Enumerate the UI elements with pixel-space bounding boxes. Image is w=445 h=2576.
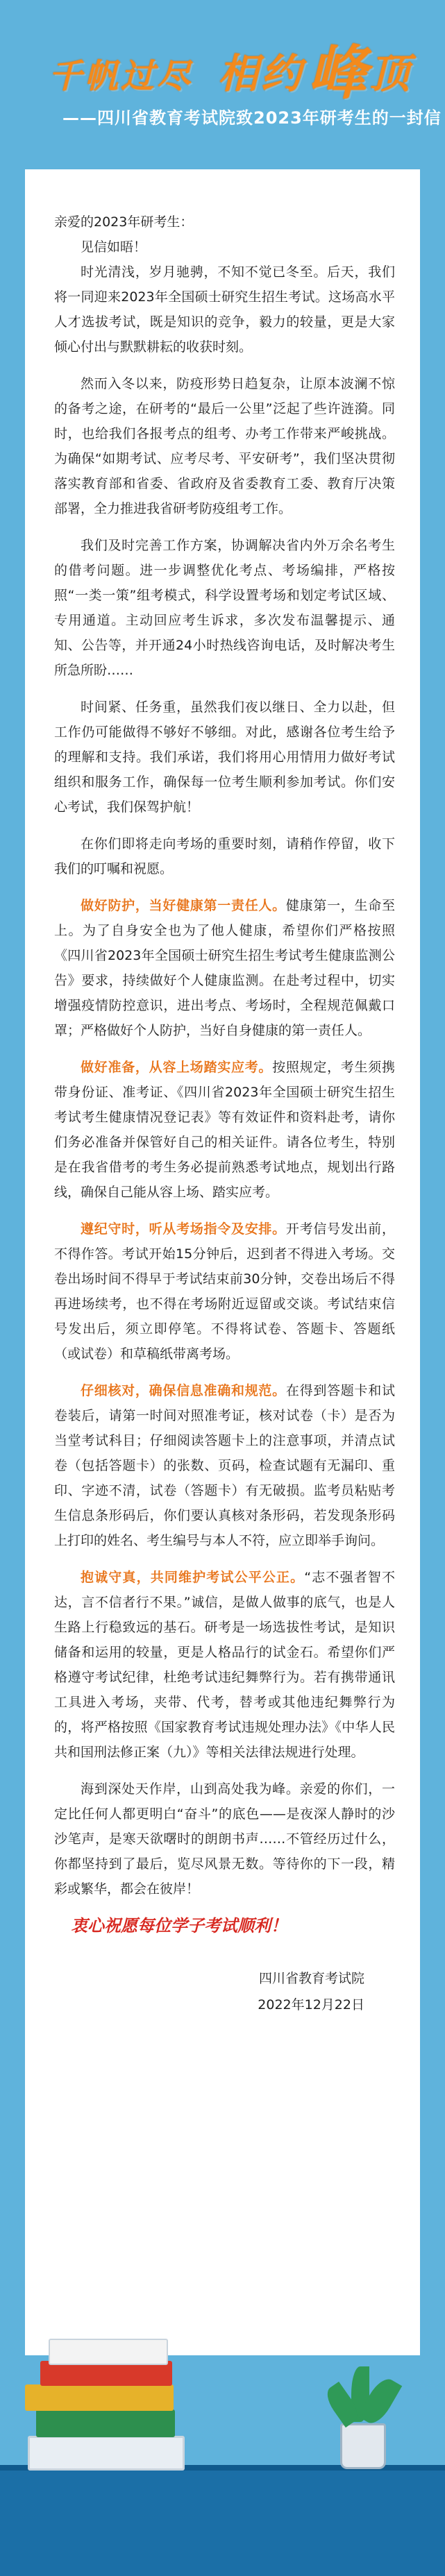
paragraph-8-heading: 遵纪守时，听从考场指令及安排。 [81, 1221, 286, 1237]
closing-wish: 衷心祝愿每位学子考试顺利！ [71, 1915, 287, 1935]
paragraph-5: 在你们即将走向考场的重要时刻，请稍作停留，收下我们的叮嘱和祝愿。 [54, 836, 395, 876]
paragraph-2: 然而入冬以来，防疫形势日趋复杂，让原本波澜不惊的备考之途，在研考的“最后一公里”泛起了些许涟漪。同时，也给我们各报考点的组考、办考工作带来严峻挑战。为确保“如期考试、应考尽考、平安研考”，我们坚决贯彻落实教育部和省委、省政府及省委教育工委、教育厅决策部署，全力推进我省研考防疫组考工作。 [54, 376, 395, 516]
paragraph-7 [54, 1055, 395, 1205]
title-part-3: 峰 [308, 38, 370, 107]
greeting: 见信如晤！ [81, 239, 147, 255]
paragraph-9-heading: 仔细核对，确保信息准确和规范。 [81, 1383, 286, 1398]
paragraph-9 [54, 1378, 395, 1553]
paragraph-4: 时间紧、任务重，虽然我们夜以继日、全力以赴，但工作仍可能做得不够好不够细。对此，感谢各位考生给予的理解和支持。我们承诺，我们将用心用情用力做好考试组织和服务工作，确保每一位考生顺利参加考试。你们安心考试，我们保驾护航！ [54, 700, 395, 815]
letter-body [54, 210, 395, 1938]
title-part-1: 千帆过尽 [49, 57, 194, 96]
paragraph-7-body: 按照规定，考生须携带身份证、准考证、《四川省2023年全国硕士研究生招生考试考生健康情况登记表》等有效证件和资料赴考，请你们务必准备并保管好自己的相关证件。请各位考生，特别是在我省借考的考生务必提前熟悉考试地点，规划出行路线，确保自己能从容上场、踏实应考。 [54, 1060, 395, 1200]
paragraph-8 [54, 1217, 395, 1366]
title-part-4: 顶 [369, 50, 413, 97]
paragraph-3: 我们及时完善工作方案，协调解决省内外万余名考生的借考问题。进一步调整优化考点、考场编排，严格按照“一类一策”组考模式，科学设置考场和划定考试区域、专用通道。主动回应考生诉求，多次发布温馨提示、通知、公告等，并开通24小时热线咨询电话，及时解决考生所急所盼…… [54, 538, 395, 678]
paragraph-9-body: 在得到答题卡和试卷装后，请第一时间对照准考证，核对试卷（卡）是否为当堂考试科目；仔细阅读答题卡上的注意事项，并清点试卷（包括答题卡）的张数、页码，检查试题有无漏印、重印、字迹不清，试卷（答题卡）有无破损。监考员粘贴考生信息条形码后，你们要认真核对条形码，若发现条形码上打印的姓名、考生编号与本人不符，应立即举手询问。 [54, 1383, 395, 1548]
signature: 四川省教育考试院 [258, 1971, 364, 1986]
paragraph-6-body: 健康第一，生命至上。为了自身安全也为了他人健康，希望你们严格按照《四川省2023年全国硕士研究生招生考试考生健康监测公告》要求，持续做好个人健康监测。在赴考过程中，切实增强疫情防控意识，进出考点、考场时，全程规范佩戴口罩；严格做好个人防护，当好自身健康的第一责任人。 [54, 898, 395, 1038]
book-icon [25, 2384, 174, 2411]
paragraph-10-heading: 抱诚守真，共同维护考试公平公正。 [81, 1570, 305, 1585]
header [0, 0, 445, 173]
book-icon [28, 2436, 185, 2471]
signature-block [54, 1966, 395, 2017]
paragraph-11: 海到深处天作岸，山到高处我为峰。亲爱的你们，一定比任何人都更明白“奋斗”的底色——是夜深人静时的沙沙笔声，是寒天欲曙时的朗朗书声……不管经历过什么，你都坚持到了最后，览尽风景无数。等待你的下一段，精彩或繁华，都会在彼岸！ [54, 1781, 395, 1897]
desk [0, 2471, 445, 2576]
footer-illustration [0, 2262, 445, 2576]
book-icon [49, 2339, 168, 2365]
paragraph-6-heading: 做好防护，当好健康第一责任人。 [81, 898, 286, 913]
plant-pot-icon [340, 2423, 386, 2469]
paragraph-10 [54, 1565, 395, 1765]
letter-date: 2022年12月22日 [258, 1997, 364, 2012]
paragraph-10-body: “志不强者智不达，言不信者行不果。”诚信，是做人做事的底气，也是人生路上行稳致远的基石。研考是一场选拔性考试，是知识储备和运用的较量，更是人格品行的试金石。希望你们严格遵守考试纪律，杜绝考试违纪舞弊行为。若有携带通讯工具进入考场，夹带、代考，替考或其他违纪舞弊行为的，将严格按照《国家教育考试违规处理办法》《中华人民共和国刑法修正案（九）》等相关法律法规进行处理。 [54, 1570, 395, 1760]
paragraph-1: 时光清浅，岁月驰骋，不知不觉已冬至。后天，我们将一同迎来2023年全国硕士研究生招生考试。这场高水平人才选拔考试，既是知识的竞争，毅力的较量，更是大家倾心付出与默默耕耘的收获时刻。 [54, 264, 395, 355]
letter-paper [25, 169, 420, 2355]
book-icon [36, 2409, 175, 2437]
title-part-2: 相约 [218, 50, 305, 97]
salutation: 亲爱的2023年研考生： [54, 214, 194, 230]
page-subtitle: ——四川省教育考试院致2023年研考生的一封信 [62, 108, 442, 128]
page-title [49, 26, 412, 110]
paragraph-8-body: 开考信号发出前，不得作答。考试开始15分钟后，迟到者不得进入考场。交卷出场时间不得早于考试结束前30分钟，交卷出场后不得再进场续考，也不得在考场附近逗留或交谈。考试结束信号发出后，须立即停笔。不得将试卷、答题卡、答题纸（或试卷）和草稿纸带离考场。 [54, 1221, 395, 1362]
paragraph-6 [54, 893, 395, 1043]
paragraph-7-heading: 做好准备，从容上场踏实应考。 [81, 1060, 273, 1075]
